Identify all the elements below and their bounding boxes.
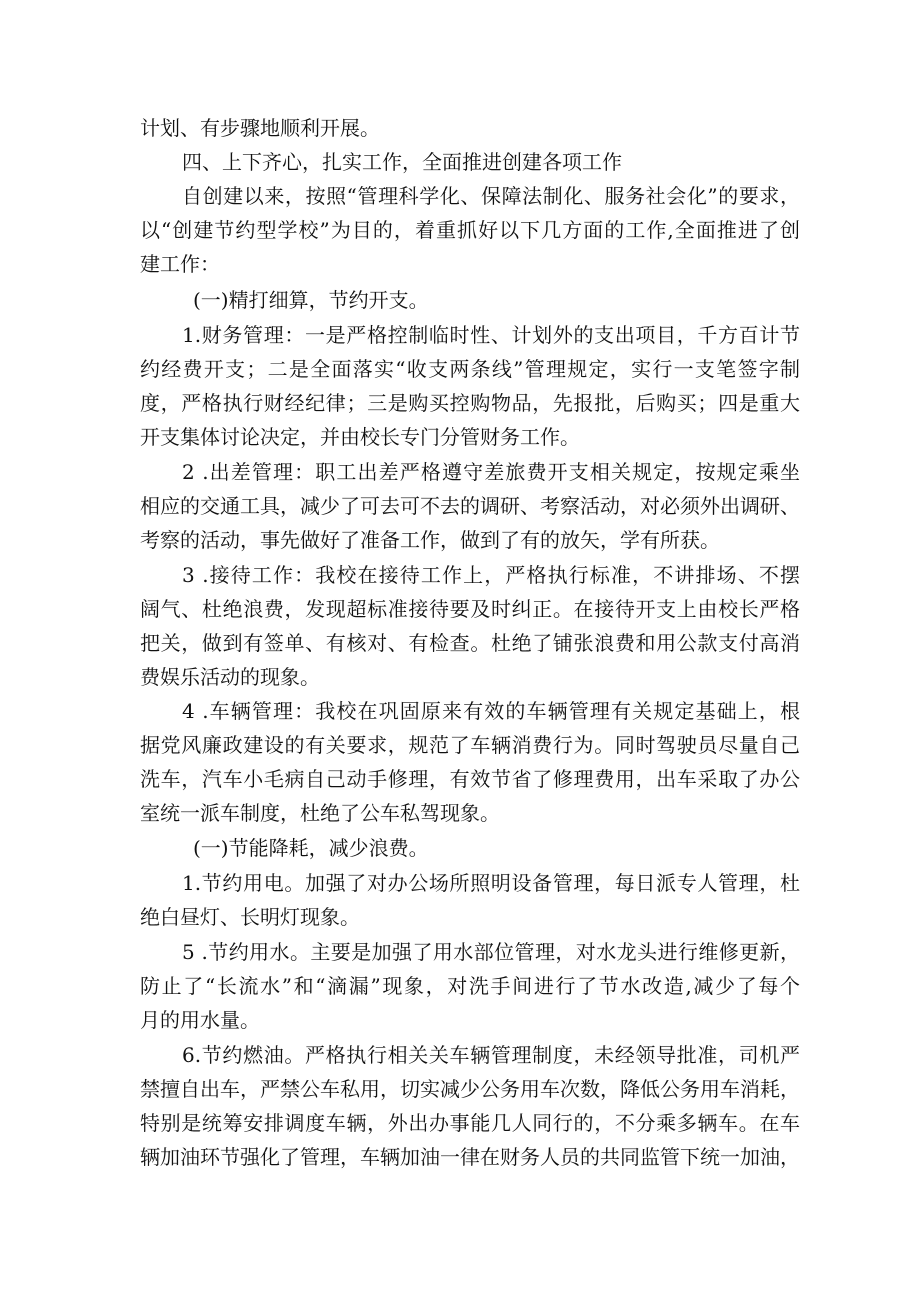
item-water-line-1: 5 .节约用水。主要是加强了用水部位管理，对水龙头进行维修更新， (182, 940, 800, 964)
text-line-1: 计划、有步骤地顺利开展。 (140, 116, 380, 140)
subsection-heading-2: (一)节能降耗，减少浪费。 (193, 836, 429, 860)
item-reception-line-3: 把关，做到有签单、有核对、有检查。杜绝了铺张浪费和用公款支付高消 (140, 631, 800, 655)
item-vehicle-line-2: 据党风廉政建设的有关要求，规范了车辆消费行为。同时驾驶员尽量自己 (140, 733, 800, 757)
paragraph-intro-line-1: 自创建以来，按照“管理科学化、保障法制化、服务社会化”的要求， (182, 184, 800, 208)
item-fuel-line-4: 辆加油环节强化了管理，车辆加油一律在财务人员的共同监管下统一加油， (140, 1145, 800, 1169)
item-reception-line-4: 费娱乐活动的现象。 (140, 665, 320, 689)
item-travel-line-1: 2 .出差管理：职工出差严格遵守差旅费开支相关规定，按规定乘坐 (182, 460, 800, 484)
subsection-heading-1: (一)精打细算，节约开支。 (193, 288, 429, 312)
item-finance-line-3: 度，严格执行财经纪律；三是购买控购物品，先报批，后购买；四是重大 (140, 391, 800, 415)
item-water-line-2: 防止了“长流水”和“滴漏”现象，对洗手间进行了节水改造,减少了每个 (140, 974, 800, 998)
paragraph-intro-line-3: 建工作： (140, 252, 220, 276)
item-electricity-line-1: 1.节约用电。加强了对办公场所照明设备管理，每日派专人管理，杜 (182, 871, 800, 895)
item-reception-line-2: 阔气、杜绝浪费，发现超标准接待要及时纠正。在接待开支上由校长严格 (140, 597, 800, 621)
item-fuel-line-3: 特别是统筹安排调度车辆，外出办事能几人同行的，不分乘多辆车。在车 (140, 1111, 800, 1135)
item-finance-line-2: 约经费开支；二是全面落实“收支两条线”管理规定，实行一支笔签字制 (140, 357, 800, 381)
item-electricity-line-2: 绝白昼灯、长明灯现象。 (140, 905, 360, 929)
item-vehicle-line-4: 室统一派车制度，杜绝了公车私驾现象。 (140, 801, 500, 825)
item-vehicle-line-1: 4 .车辆管理：我校在巩固原来有效的车辆管理有关规定基础上，根 (182, 699, 800, 723)
item-fuel-line-2: 禁擅自出车，严禁公车私用，切实减少公务用车次数，降低公务用车消耗， (140, 1077, 800, 1101)
item-vehicle-line-3: 洗车，汽车小毛病自己动手修理，有效节省了修理费用，出车采取了办公 (140, 767, 800, 791)
item-reception-line-1: 3 .接待工作：我校在接待工作上，严格执行标准，不讲排场、不摆 (182, 563, 800, 587)
item-travel-line-2: 相应的交通工具，减少了可去可不去的调研、考察活动，对必须外出调研、 (140, 494, 800, 518)
item-finance-line-1: 1.财务管理：一是严格控制临时性、计划外的支出项目，千方百计节 (182, 323, 800, 347)
item-water-line-3: 月的用水量。 (140, 1008, 260, 1032)
paragraph-intro-line-2: 以“创建节约型学校”为目的，着重抓好以下几方面的工作,全面推进了创 (140, 218, 800, 242)
item-fuel-line-1: 6.节约燃油。严格执行相关关车辆管理制度，未经领导批准，司机严 (182, 1043, 800, 1067)
section-heading-4: 四、上下齐心，扎实工作，全面推进创建各项工作 (182, 150, 622, 174)
item-travel-line-3: 考察的活动，事先做好了准备工作，做到了有的放矢，学有所获。 (140, 528, 720, 552)
item-finance-line-4: 开支集体讨论决定，并由校长专门分管财务工作。 (140, 425, 580, 449)
